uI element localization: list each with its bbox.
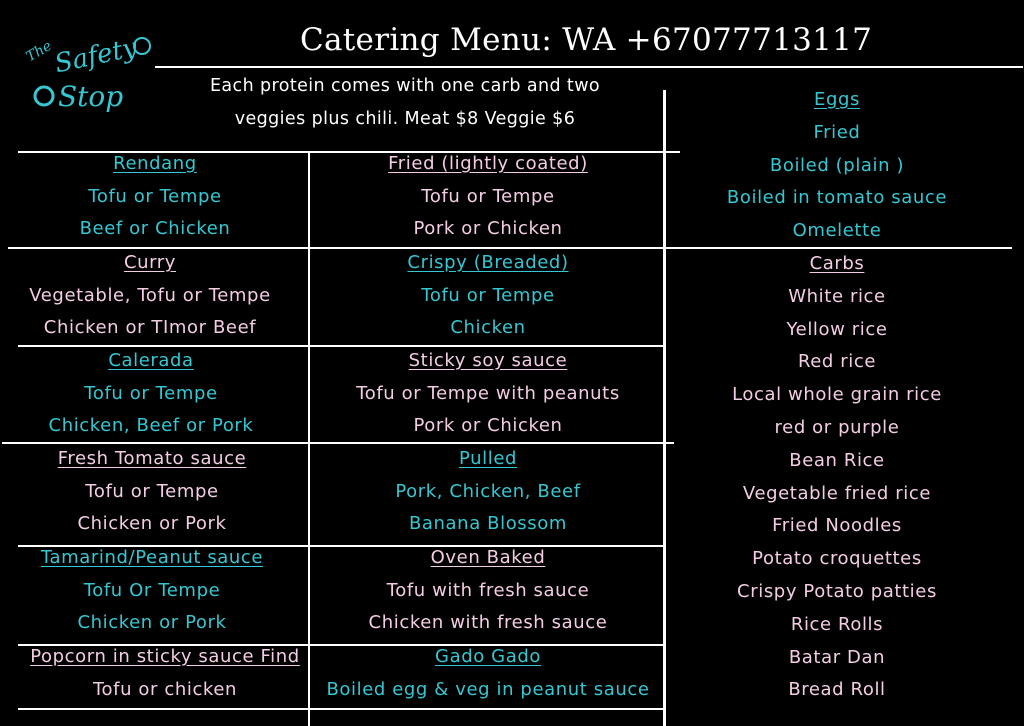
section-item: Bean Rice	[789, 449, 885, 471]
title-divider	[155, 66, 1023, 68]
section-item: Tofu or Tempe	[85, 480, 219, 502]
section-item: Red rice	[797, 351, 877, 373]
section-item: Vegetable fried rice	[742, 482, 932, 504]
section-item: red or purple	[774, 416, 900, 438]
section-heading: Fresh Tomato sauce	[57, 448, 247, 469]
section-item: Beef or Chicken	[79, 218, 231, 239]
section-item: Chicken or Pork	[77, 612, 227, 633]
section-item: Tofu or Tempe	[84, 382, 218, 404]
menu-section-gado-gado	[312, 641, 664, 706]
section-item: Chicken or Pork	[77, 513, 227, 534]
section-item: Chicken, Beef or Pork	[48, 415, 254, 436]
logo-swirl-icon	[35, 87, 53, 105]
section-item: Vegetable, Tofu or Tempe	[29, 284, 271, 306]
section-heading: Carbs	[809, 253, 865, 274]
section-heading: Tamarind/Peanut sauce	[40, 547, 264, 568]
section-heading: Popcorn in sticky sauce Find	[30, 646, 300, 667]
section-item: Tofu or Tempe with peanuts	[356, 382, 620, 404]
section-item: Omelette	[792, 220, 882, 242]
safety-stop-logo	[18, 30, 168, 120]
section-item: Tofu with fresh sauce	[386, 579, 590, 601]
section-heading: Eggs	[813, 89, 860, 110]
section-item: Banana Blossom	[408, 513, 568, 534]
menu-section-crispy	[312, 247, 664, 345]
section-heading: Gado Gado	[435, 646, 541, 667]
menu-section-fresh-tomato	[0, 443, 304, 541]
section-item: Fried	[813, 121, 861, 143]
section-item: White rice	[788, 285, 886, 307]
menu-section-oven-baked	[312, 542, 664, 640]
section-heading: Fried (lightly coated)	[388, 153, 588, 174]
section-item: Pork or Chicken	[413, 415, 563, 436]
menu-section-curry	[0, 247, 300, 345]
intro-line: Each protein comes with one carb and two	[209, 76, 601, 96]
section-item: Pork or Chicken	[413, 218, 563, 239]
logo-text-safety: Safety	[52, 32, 140, 80]
section-item: Boiled egg & veg in peanut sauce	[326, 678, 650, 700]
section-heading: Pulled	[458, 448, 518, 469]
intro-line: veggies plus chili. Meat $8 Veggie $6	[234, 109, 576, 129]
row-divider	[18, 708, 666, 710]
menu-section-calerada	[0, 345, 302, 443]
section-item: Tofu or chicken	[92, 678, 238, 700]
menu-section-sticky-soy	[312, 345, 664, 443]
logo-text-stop: Stop	[58, 80, 124, 113]
section-item: Boiled (plain )	[769, 154, 905, 176]
section-item: Tofu or Tempe	[88, 185, 222, 207]
menu-section-eggs	[668, 84, 1006, 248]
menu-section-pulled	[312, 443, 664, 541]
section-item: Yellow rice	[786, 318, 888, 340]
section-item: Crispy Potato patties	[737, 580, 937, 602]
section-item: Batar Dan	[788, 646, 886, 668]
menu-section-fried	[312, 148, 664, 246]
menu-section-tamarind-peanut	[0, 542, 304, 640]
section-item: Chicken or TImor Beef	[43, 317, 257, 338]
section-item: Bread Roll	[788, 679, 886, 701]
section-item: Tofu or Tempe	[421, 185, 555, 207]
page-title: Catering Menu: WA +67077713117	[300, 22, 873, 58]
section-item: Rice Rolls	[790, 613, 884, 635]
section-heading: Oven Baked	[430, 547, 546, 568]
intro-text	[170, 70, 640, 136]
section-item: Potato croquettes	[752, 548, 922, 570]
section-heading: Curry	[123, 252, 177, 273]
section-item: Boiled in tomato sauce	[726, 187, 948, 209]
section-item: Chicken with fresh sauce	[368, 612, 608, 633]
section-item: Tofu Or Tempe	[83, 579, 221, 601]
section-heading: Calerada	[108, 350, 194, 371]
section-heading: Rendang	[113, 153, 197, 174]
menu-section-popcorn	[0, 641, 330, 706]
section-item: Local whole grain rice	[732, 384, 942, 406]
section-item: Fried Noodles	[772, 515, 902, 537]
section-item: Pork, Chicken, Beef	[395, 480, 581, 502]
section-heading: Sticky soy sauce	[408, 350, 568, 371]
section-heading: Crispy (Breaded)	[407, 252, 569, 273]
logo-text-the: The	[23, 38, 55, 66]
section-item: Chicken	[450, 317, 526, 338]
menu-section-rendang	[0, 148, 310, 246]
section-item: Tofu or Tempe	[421, 284, 555, 306]
menu-section-carbs	[668, 248, 1006, 707]
